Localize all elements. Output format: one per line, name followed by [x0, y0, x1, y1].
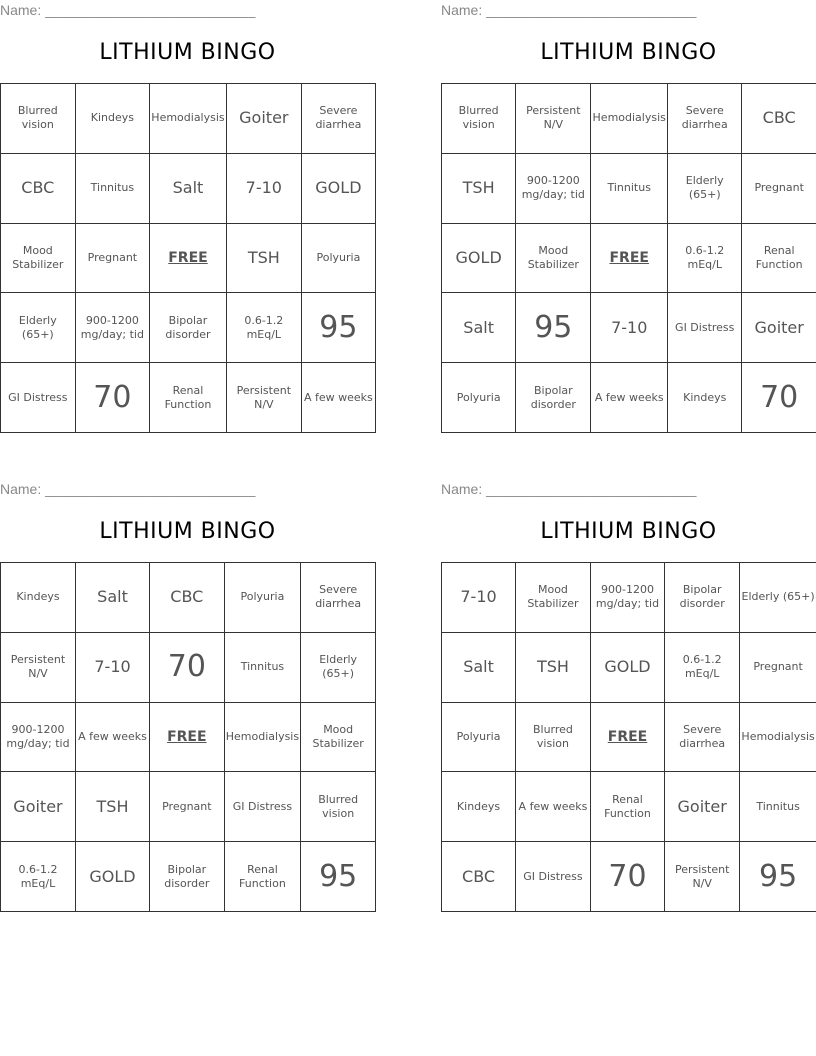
bingo-cell: Blurred vision — [442, 84, 516, 154]
bingo-cell: Elderly (65+) — [740, 563, 816, 633]
bingo-cell: Renal Function — [150, 363, 227, 433]
card-title: LITHIUM BINGO — [540, 519, 717, 544]
bingo-cell: Persistent N/V — [1, 632, 76, 702]
bingo-cell: Severe diarrhea — [665, 702, 740, 772]
bingo-cell: Blurred vision — [1, 84, 76, 154]
bingo-cell: 70 — [150, 632, 224, 702]
bingo-cell: 0.6-1.2 mEq/L — [668, 223, 742, 293]
bingo-cell: Elderly (65+) — [668, 153, 742, 223]
card-title: LITHIUM BINGO — [99, 519, 276, 544]
bingo-cell: TSH — [75, 772, 149, 842]
bingo-row — [1, 632, 376, 702]
bingo-cell: 95 — [301, 842, 376, 912]
bingo-cell: Severe diarrhea — [668, 84, 742, 154]
name-field: Name: ___________________________ — [0, 481, 256, 497]
bingo-cell: Hemodialysis — [224, 702, 301, 772]
name-field: Name: ___________________________ — [441, 2, 697, 18]
bingo-cell: 7-10 — [591, 293, 668, 363]
bingo-row — [442, 363, 816, 433]
bingo-cell: TSH — [442, 153, 516, 223]
bingo-cell: CBC — [150, 563, 224, 633]
bingo-row — [1, 153, 376, 223]
bingo-cell: Renal Function — [590, 772, 664, 842]
bingo-cell: A few weeks — [75, 702, 149, 772]
bingo-cell: Mood Stabilizer — [301, 702, 376, 772]
bingo-cell: 900-1200 mg/day; tid — [516, 153, 591, 223]
bingo-cell: Bipolar disorder — [150, 293, 227, 363]
name-field: Name: ___________________________ — [0, 2, 256, 18]
bingo-cell: A few weeks — [516, 772, 591, 842]
bingo-cell: Bipolar disorder — [665, 563, 740, 633]
bingo-cell: Polyuria — [301, 223, 375, 293]
name-field: Name: ___________________________ — [441, 481, 697, 497]
bingo-row — [1, 702, 376, 772]
bingo-grid — [0, 83, 376, 433]
bingo-cell: Goiter — [1, 772, 76, 842]
bingo-cell: GOLD — [442, 223, 516, 293]
bingo-cell: Persistent N/V — [226, 363, 301, 433]
bingo-cell: Renal Function — [742, 223, 816, 293]
bingo-cell: Severe diarrhea — [301, 84, 375, 154]
card-title: LITHIUM BINGO — [540, 40, 717, 65]
bingo-cell: 900-1200 mg/day; tid — [590, 563, 664, 633]
bingo-cell: GI Distress — [224, 772, 301, 842]
bingo-cell: Persistent N/V — [516, 84, 591, 154]
bingo-cell: 0.6-1.2 mEq/L — [1, 842, 76, 912]
bingo-cell: Polyuria — [224, 563, 301, 633]
bingo-grid — [0, 562, 376, 912]
bingo-cell: Tinnitus — [75, 153, 149, 223]
bingo-cell: TSH — [516, 632, 591, 702]
bingo-cell: Bipolar disorder — [516, 363, 591, 433]
bingo-row — [442, 632, 816, 702]
bingo-cell: Salt — [150, 153, 227, 223]
bingo-row — [442, 702, 816, 772]
free-space: FREE — [591, 223, 668, 293]
bingo-cell: Pregnant — [150, 772, 224, 842]
bingo-cell: CBC — [442, 842, 516, 912]
bingo-cell: GI Distress — [1, 363, 76, 433]
bingo-cell: Mood Stabilizer — [516, 563, 591, 633]
bingo-row — [1, 842, 376, 912]
bingo-row — [442, 223, 816, 293]
bingo-cell: 7-10 — [442, 563, 516, 633]
bingo-row — [1, 563, 376, 633]
bingo-row — [1, 84, 376, 154]
free-space: FREE — [150, 702, 224, 772]
bingo-row — [1, 772, 376, 842]
bingo-cell: Polyuria — [442, 702, 516, 772]
bingo-cell: Renal Function — [224, 842, 301, 912]
bingo-cell: Goiter — [226, 84, 301, 154]
bingo-cell: Pregnant — [75, 223, 149, 293]
bingo-cell: Tinnitus — [591, 153, 668, 223]
bingo-cell: A few weeks — [591, 363, 668, 433]
bingo-cell: 0.6-1.2 mEq/L — [226, 293, 301, 363]
bingo-row — [442, 293, 816, 363]
bingo-cell: 70 — [742, 363, 816, 433]
bingo-cell: GI Distress — [516, 842, 591, 912]
bingo-cell: 900-1200 mg/day; tid — [75, 293, 149, 363]
bingo-cell: 70 — [590, 842, 664, 912]
bingo-cell: Goiter — [665, 772, 740, 842]
bingo-grid — [441, 562, 816, 912]
bingo-cell: Persistent N/V — [665, 842, 740, 912]
free-space: FREE — [590, 702, 664, 772]
bingo-cell: 7-10 — [226, 153, 301, 223]
bingo-row — [1, 293, 376, 363]
bingo-cell: Kindeys — [668, 363, 742, 433]
bingo-cell: Salt — [75, 563, 149, 633]
bingo-cell: Elderly (65+) — [301, 632, 376, 702]
bingo-cell: Kindeys — [442, 772, 516, 842]
bingo-cell: 95 — [516, 293, 591, 363]
bingo-cell: A few weeks — [301, 363, 375, 433]
bingo-row — [442, 842, 816, 912]
bingo-cell: Salt — [442, 632, 516, 702]
free-space: FREE — [150, 223, 227, 293]
bingo-cell: 0.6-1.2 mEq/L — [665, 632, 740, 702]
bingo-cell: GOLD — [75, 842, 149, 912]
bingo-cell: 95 — [740, 842, 816, 912]
bingo-cell: TSH — [226, 223, 301, 293]
bingo-cell: 7-10 — [75, 632, 149, 702]
bingo-row — [1, 223, 376, 293]
bingo-cell: Tinnitus — [224, 632, 301, 702]
bingo-row — [442, 772, 816, 842]
bingo-cell: Tinnitus — [740, 772, 816, 842]
bingo-cell: Pregnant — [742, 153, 816, 223]
bingo-row — [1, 363, 376, 433]
bingo-cell: Blurred vision — [301, 772, 376, 842]
bingo-cell: Bipolar disorder — [150, 842, 224, 912]
bingo-cell: Pregnant — [740, 632, 816, 702]
bingo-cell: Hemodialysis — [150, 84, 227, 154]
bingo-cell: Mood Stabilizer — [516, 223, 591, 293]
bingo-row — [442, 153, 816, 223]
bingo-cell: Polyuria — [442, 363, 516, 433]
bingo-cell: 70 — [75, 363, 149, 433]
bingo-cell: 95 — [301, 293, 375, 363]
bingo-cell: Hemodialysis — [591, 84, 668, 154]
bingo-cell: Goiter — [742, 293, 816, 363]
bingo-row — [442, 84, 816, 154]
bingo-cell: Severe diarrhea — [301, 563, 376, 633]
bingo-cell: Salt — [442, 293, 516, 363]
bingo-cell: GI Distress — [668, 293, 742, 363]
bingo-cell: Blurred vision — [516, 702, 591, 772]
card-title: LITHIUM BINGO — [99, 40, 276, 65]
bingo-grid — [441, 83, 816, 433]
bingo-cell: Kindeys — [1, 563, 76, 633]
bingo-cell: Elderly (65+) — [1, 293, 76, 363]
bingo-cell: GOLD — [301, 153, 375, 223]
bingo-cell: CBC — [1, 153, 76, 223]
bingo-cell: Kindeys — [75, 84, 149, 154]
bingo-row — [442, 563, 816, 633]
bingo-cell: 900-1200 mg/day; tid — [1, 702, 76, 772]
bingo-cell: CBC — [742, 84, 816, 154]
bingo-cell: GOLD — [590, 632, 664, 702]
bingo-cell: Hemodialysis — [740, 702, 816, 772]
bingo-cell: Mood Stabilizer — [1, 223, 76, 293]
